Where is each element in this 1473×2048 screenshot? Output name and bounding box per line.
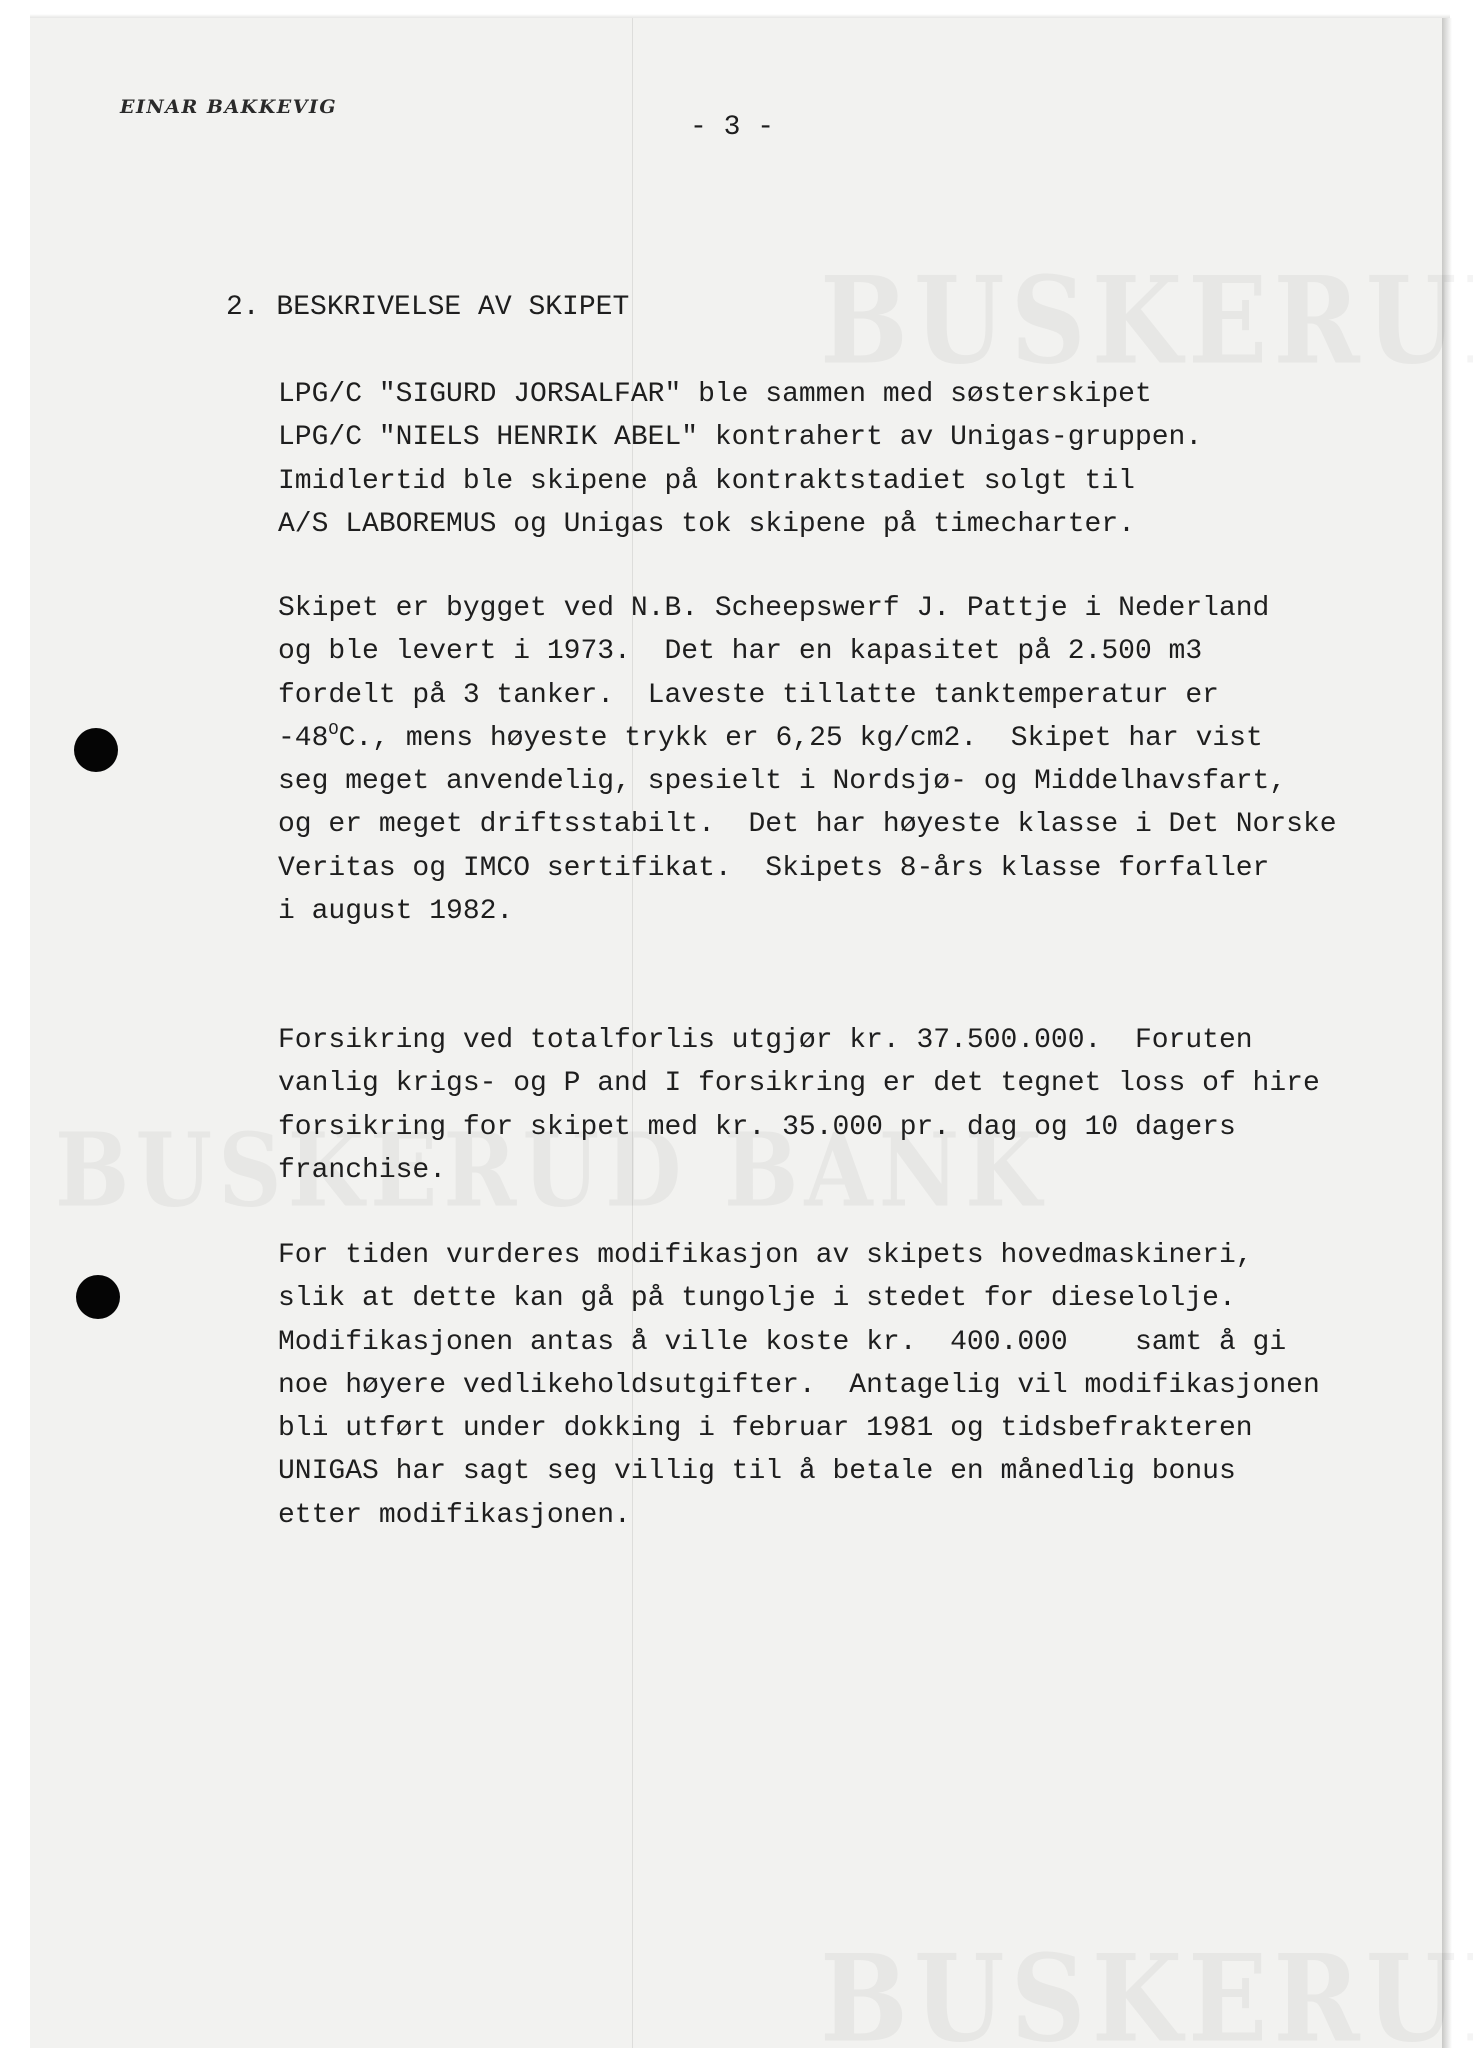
text-line: vanlig krigs- og P and I forsikring er det tegnet loss of hire	[278, 1068, 1320, 1100]
text-line: fordelt på 3 tanker. Laveste tillatte tanktemperatur er	[278, 679, 1219, 711]
text-line: i august 1982.	[278, 896, 514, 928]
text-line: Imidlertid ble skipene på kontraktstadiet solgt til	[278, 465, 1135, 497]
text-line: franchise.	[278, 1154, 447, 1186]
section-heading: 2. BESKRIVELSE AV SKIPET	[226, 292, 630, 323]
paragraph-insurance	[278, 1019, 1320, 1192]
temperature-value: -48	[278, 722, 329, 754]
text-line: bli utført under dokking i februar 1981 og tidsbefrakteren	[278, 1413, 1253, 1445]
text-line: Forsikring ved totalforlis utgjør kr. 37.500.000. Foruten	[278, 1025, 1253, 1056]
degree-superscript: O	[328, 720, 339, 740]
punch-hole	[76, 1275, 120, 1319]
paragraph-ship-contract	[278, 373, 1202, 546]
text-line: UNIGAS har sagt seg villig til å betale en månedlig bonus	[278, 1456, 1236, 1488]
text-line: noe høyere vedlikeholdsutgifter. Antagelig vil modifikasjonen	[278, 1369, 1320, 1401]
text-line: For tiden vurderes modifikasjon av skipets hovedmaskineri,	[278, 1240, 1253, 1271]
letterhead-name: EINAR BAKKEVIG	[120, 96, 338, 118]
page-number: - 3 -	[690, 112, 775, 143]
text-line: forsikring for skipet med kr. 35.000 pr. dag og 10 dagers	[278, 1111, 1236, 1143]
bank-watermark	[820, 1928, 1473, 2048]
text-line: A/S LABOREMUS og Unigas tok skipene på timecharter.	[278, 508, 1135, 540]
text-line: Skipet er bygget ved N.B. Scheepswerf J. Pattje i Nederland	[278, 593, 1270, 624]
text-line: etter modifikasjonen.	[278, 1499, 631, 1531]
punch-hole	[74, 728, 118, 772]
text-line-temperature	[278, 717, 1337, 760]
temperature-continuation: C., mens høyeste trykk er 6,25 kg/cm2. Skipet har vist	[338, 722, 1263, 754]
text-line: Veritas og IMCO sertifikat. Skipets 8-års klasse forfaller	[278, 852, 1270, 884]
text-line: Modifikasjonen antas å ville koste kr. 400.000 samt å gi	[278, 1326, 1287, 1358]
text-line: seg meget anvendelig, spesielt i Nordsjø- og Middelhavsfart,	[278, 766, 1287, 798]
text-line: og er meget driftsstabilt. Det har høyeste klasse i Det Norske	[278, 809, 1337, 841]
text-line: LPG/C "NIELS HENRIK ABEL" kontrahert av Unigas-gruppen.	[278, 422, 1203, 454]
text-line: slik at dette kan gå på tungolje i stedet for dieselolje.	[278, 1283, 1236, 1315]
text-line: LPG/C "SIGURD JORSALFAR" ble sammen med søsterskipet	[278, 379, 1152, 410]
paragraph-modification	[278, 1234, 1320, 1537]
text-line: og ble levert i 1973. Det har en kapasitet på 2.500 m3	[278, 636, 1203, 668]
bank-watermark	[820, 250, 1473, 391]
paragraph-ship-description	[278, 587, 1337, 933]
